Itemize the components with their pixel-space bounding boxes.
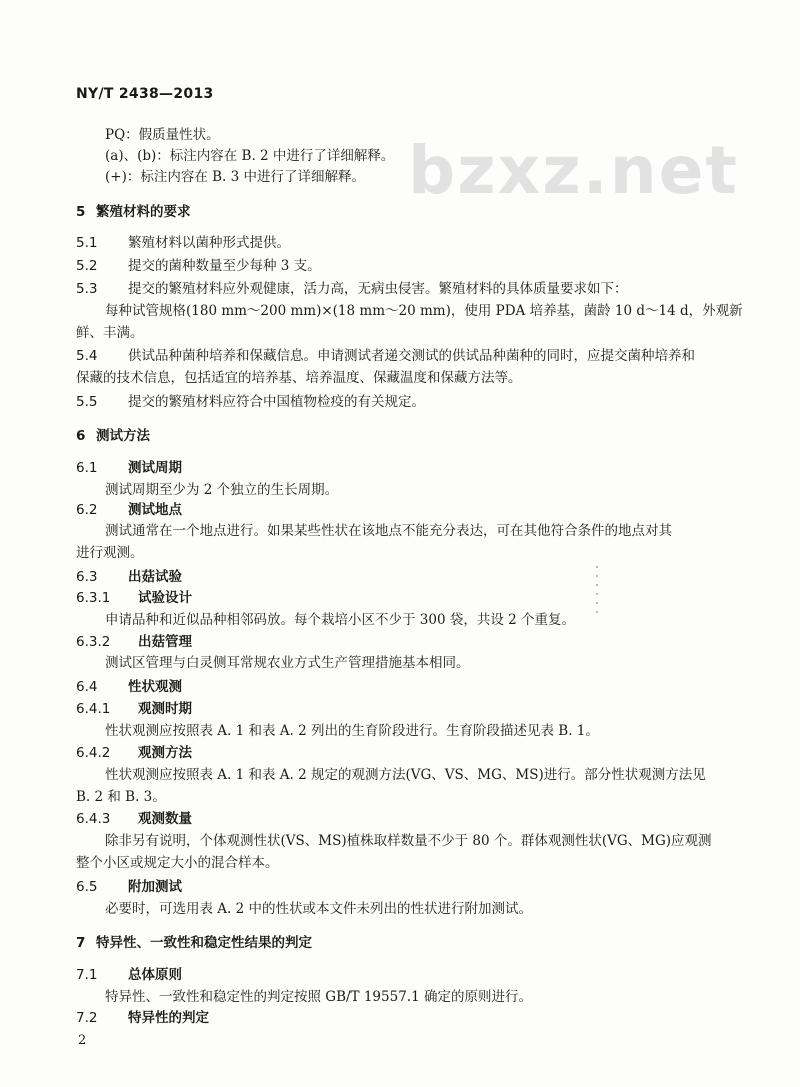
clause-5-3 — [76, 280, 628, 298]
clause-6-4-heading — [76, 678, 182, 696]
page-number: 2 — [78, 1033, 87, 1048]
clause-number: 5.4 — [76, 348, 98, 364]
clause-5-5 — [76, 393, 425, 411]
clause-number: 6.4 — [76, 679, 98, 695]
clause-6-2-text: 测试通常在一个地点进行。如果某些性状在该地点不能充分表达，可在其他符合条件的地点对其 — [105, 523, 672, 539]
clause-5-3-line-2: 每种试管规格(180 mm～200 mm)×(18 mm～20 mm)，使用 PDA 培养基，菌龄 10 d～14 d，外观新 — [105, 303, 743, 319]
clause-6-4-1-heading — [76, 700, 192, 718]
clause-number: 6.2 — [76, 502, 98, 518]
clause-number: 6.3 — [76, 569, 98, 585]
clause-number: 7.1 — [76, 967, 98, 983]
clause-6-2-heading — [76, 501, 182, 519]
clause-6-4-1-text: 性状观测应按照表 A. 1 和表 A. 2 列出的生育阶段进行。生育阶段描述见表 B. 1。 — [105, 723, 599, 739]
clause-title: 出菇试验 — [128, 569, 182, 585]
clause-number: 5.3 — [76, 281, 98, 297]
clause-text: 提交的菌种数量至少每种 3 支。 — [128, 258, 321, 274]
clause-title: 试验设计 — [138, 590, 192, 606]
section-title: 特异性、一致性和稳定性结果的判定 — [96, 935, 312, 951]
clause-6-4-2-heading — [76, 744, 192, 762]
clause-6-4-3-text-2: 整个小区或规定大小的混合样本。 — [76, 855, 279, 871]
clause-5-1 — [76, 234, 290, 252]
clause-6-4-2-text: 性状观测应按照表 A. 1 和表 A. 2 规定的观测方法(VG、VS、MG、MS)进行。部分性状观测方法见 — [105, 767, 706, 783]
clause-title: 特异性的判定 — [128, 1010, 209, 1026]
clause-title: 观测时期 — [138, 701, 192, 717]
clause-5-3-line-3: 鲜、丰满。 — [76, 325, 144, 341]
clause-5-2 — [76, 257, 321, 275]
clause-number: 6.4.2 — [76, 745, 111, 761]
section-6-heading — [76, 427, 150, 445]
clause-text: 繁殖材料以菌种形式提供。 — [128, 235, 290, 251]
clause-title: 附加测试 — [128, 879, 182, 895]
section-number: 5 — [76, 204, 86, 220]
clause-number: 6.3.2 — [76, 634, 111, 650]
clause-text: 供试品种菌种培养和保藏信息。申请测试者递交测试的供试品种菌种的同时，应提交菌种培养和 — [128, 348, 695, 364]
clause-7-1-text: 特异性、一致性和稳定性的判定按照 GB/T 19557.1 确定的原则进行。 — [105, 989, 532, 1005]
clause-number: 5.5 — [76, 394, 98, 410]
clause-title: 测试地点 — [128, 502, 182, 518]
clause-7-2-heading — [76, 1009, 209, 1027]
clause-6-4-3-text: 除非另有说明，个体观测性状(VS、MS)植株取样数量不少于 80 个。群体观测性状(VG、MG)应观测 — [105, 833, 712, 849]
clause-6-3-heading — [76, 568, 182, 586]
clause-6-2-text-2: 进行观测。 — [76, 545, 144, 561]
scan-artifact — [596, 566, 598, 614]
legend-plus: (+)：标注内容在 B. 3 中进行了详细解释。 — [105, 169, 366, 185]
watermark: bzxz.net — [408, 132, 740, 209]
section-number: 7 — [76, 935, 86, 951]
section-5-heading — [76, 203, 191, 221]
standard-number-header: NY/T 2438—2013 — [76, 86, 214, 102]
clause-number: 5.1 — [76, 235, 98, 251]
clause-title: 观测方法 — [138, 745, 192, 761]
clause-6-3-2-text: 测试区管理与白灵侧耳常规农业方式生产管理措施基本相同。 — [105, 655, 470, 671]
section-7-heading — [76, 934, 312, 952]
clause-6-5-text: 必要时，可选用表 A. 2 中的性状或本文件未列出的性状进行附加测试。 — [105, 901, 533, 917]
clause-number: 5.2 — [76, 258, 98, 274]
clause-title: 观测数量 — [138, 811, 192, 827]
clause-6-3-1-heading — [76, 589, 192, 607]
clause-5-4 — [76, 347, 695, 365]
clause-5-4-line-2: 保藏的技术信息，包括适宜的培养基、培养温度、保藏温度和保藏方法等。 — [76, 370, 522, 386]
clause-number: 7.2 — [76, 1010, 98, 1026]
clause-title: 性状观测 — [128, 679, 182, 695]
clause-number: 6.4.1 — [76, 701, 111, 717]
clause-6-1-heading — [76, 459, 182, 477]
clause-6-4-3-heading — [76, 810, 192, 828]
legend-pq: PQ：假质量性状。 — [105, 127, 220, 143]
clause-7-1-heading — [76, 966, 182, 984]
clause-6-3-1-text: 申请品种和近似品种相邻码放。每个栽培小区不少于 300 袋，共设 2 个重复。 — [105, 612, 576, 628]
clause-text: 提交的繁殖材料应外观健康，活力高，无病虫侵害。繁殖材料的具体质量要求如下： — [128, 281, 628, 297]
clause-number: 6.4.3 — [76, 811, 111, 827]
clause-text: 提交的繁殖材料应符合中国植物检疫的有关规定。 — [128, 394, 425, 410]
clause-title: 总体原则 — [128, 967, 182, 983]
clause-title: 出菇管理 — [138, 634, 192, 650]
section-number: 6 — [76, 428, 86, 444]
clause-6-3-2-heading — [76, 633, 192, 651]
section-title: 繁殖材料的要求 — [96, 204, 191, 220]
clause-6-4-2-text-2: B. 2 和 B. 3。 — [76, 789, 166, 805]
legend-ab: (a)、(b)：标注内容在 B. 2 中进行了详细解释。 — [105, 148, 395, 164]
clause-6-5-heading — [76, 878, 182, 896]
clause-number: 6.5 — [76, 879, 98, 895]
clause-number: 6.3.1 — [76, 590, 111, 606]
clause-6-1-text: 测试周期至少为 2 个独立的生长周期。 — [105, 482, 339, 498]
clause-number: 6.1 — [76, 460, 98, 476]
clause-title: 测试周期 — [128, 460, 182, 476]
section-title: 测试方法 — [96, 428, 150, 444]
